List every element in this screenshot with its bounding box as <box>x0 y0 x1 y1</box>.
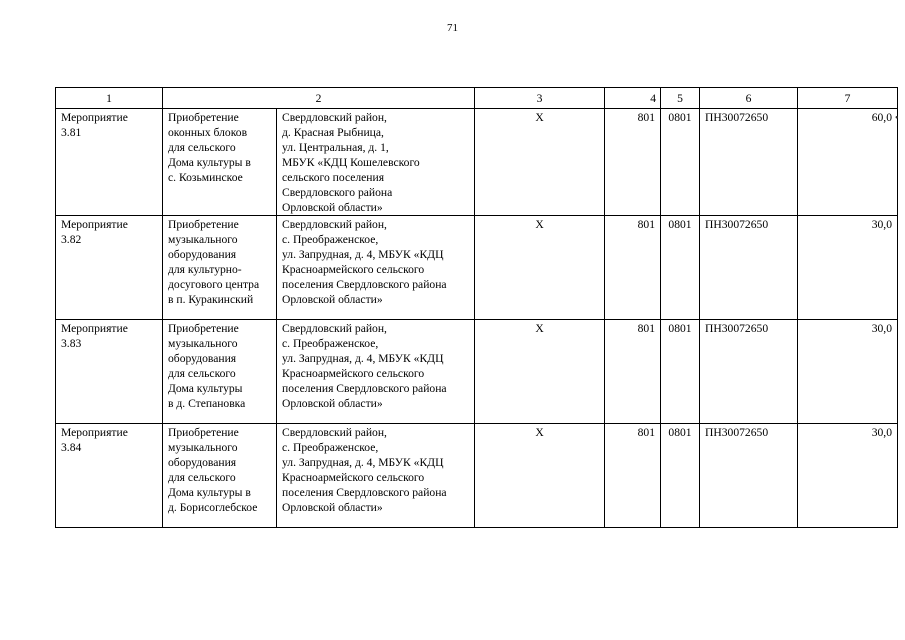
code-cell: 801 <box>605 424 661 528</box>
header-cell: 2 <box>163 88 475 109</box>
event-cell: Мероприятие 3.84 <box>56 424 163 528</box>
target-article-cell: ПН30072650 <box>700 216 798 320</box>
scan-mark: • <box>895 113 899 124</box>
table-row <box>56 109 898 216</box>
mark-cell: Х <box>475 424 605 528</box>
event-cell: Мероприятие 3.82 <box>56 216 163 320</box>
header-cell: 1 <box>56 88 163 109</box>
budget-table <box>55 87 898 528</box>
table-row <box>56 320 898 424</box>
code-cell: 801 <box>605 109 661 216</box>
table-row <box>56 424 898 528</box>
header-cell: 5 <box>661 88 700 109</box>
purpose-cell: Приобретение музыкального оборудования для культурно- досугового центра в п. Куракинский <box>163 216 277 320</box>
code-cell: 801 <box>605 320 661 424</box>
header-cell: 7 <box>798 88 898 109</box>
purpose-cell: Приобретение музыкального оборудования для сельского Дома культуры в д. Борисоглебское <box>163 424 277 528</box>
section-cell: 0801 <box>661 424 700 528</box>
amount-cell: 30,0 <box>798 424 898 528</box>
event-cell: Мероприятие 3.83 <box>56 320 163 424</box>
mark-cell: Х <box>475 109 605 216</box>
section-cell: 0801 <box>661 216 700 320</box>
table-header-row <box>56 88 898 109</box>
table-body <box>56 109 898 528</box>
header-cell: 4 <box>605 88 661 109</box>
target-article-cell: ПН30072650 <box>700 109 798 216</box>
target-article-cell: ПН30072650 <box>700 320 798 424</box>
amount-cell: 30,0 <box>798 320 898 424</box>
address-cell: Свердловский район, с. Преображенское, ул. Запрудная, д. 4, МБУК «КДЦ Красноармейского сельского поселения Свердловского района Орловской области» <box>277 424 475 528</box>
header-cell: 3 <box>475 88 605 109</box>
address-cell: Свердловский район, с. Преображенское, ул. Запрудная, д. 4, МБУК «КДЦ Красноармейского сельского поселения Свердловского района Орловской области» <box>277 216 475 320</box>
table-row <box>56 216 898 320</box>
address-cell: Свердловский район, с. Преображенское, ул. Запрудная, д. 4, МБУК «КДЦ Красноармейского сельского поселения Свердловского района Орловской области» <box>277 320 475 424</box>
mark-cell: Х <box>475 216 605 320</box>
address-cell: Свердловский район, д. Красная Рыбница, ул. Центральная, д. 1, МБУК «КДЦ Кошелевского сельского поселения Свердловского района Орловской области» <box>277 109 475 216</box>
amount-cell: 30,0 <box>798 216 898 320</box>
section-cell: 0801 <box>661 109 700 216</box>
page-number: 71 <box>447 22 458 34</box>
target-article-cell: ПН30072650 <box>700 424 798 528</box>
mark-cell: Х <box>475 320 605 424</box>
header-cell: 6 <box>700 88 798 109</box>
purpose-cell: Приобретение оконных блоков для сельского Дома культуры в с. Козьминское <box>163 109 277 216</box>
amount-cell: 60,0 <box>798 109 898 216</box>
section-cell: 0801 <box>661 320 700 424</box>
event-cell: Мероприятие 3.81 <box>56 109 163 216</box>
code-cell: 801 <box>605 216 661 320</box>
purpose-cell: Приобретение музыкального оборудования для сельского Дома культуры в д. Степановка <box>163 320 277 424</box>
